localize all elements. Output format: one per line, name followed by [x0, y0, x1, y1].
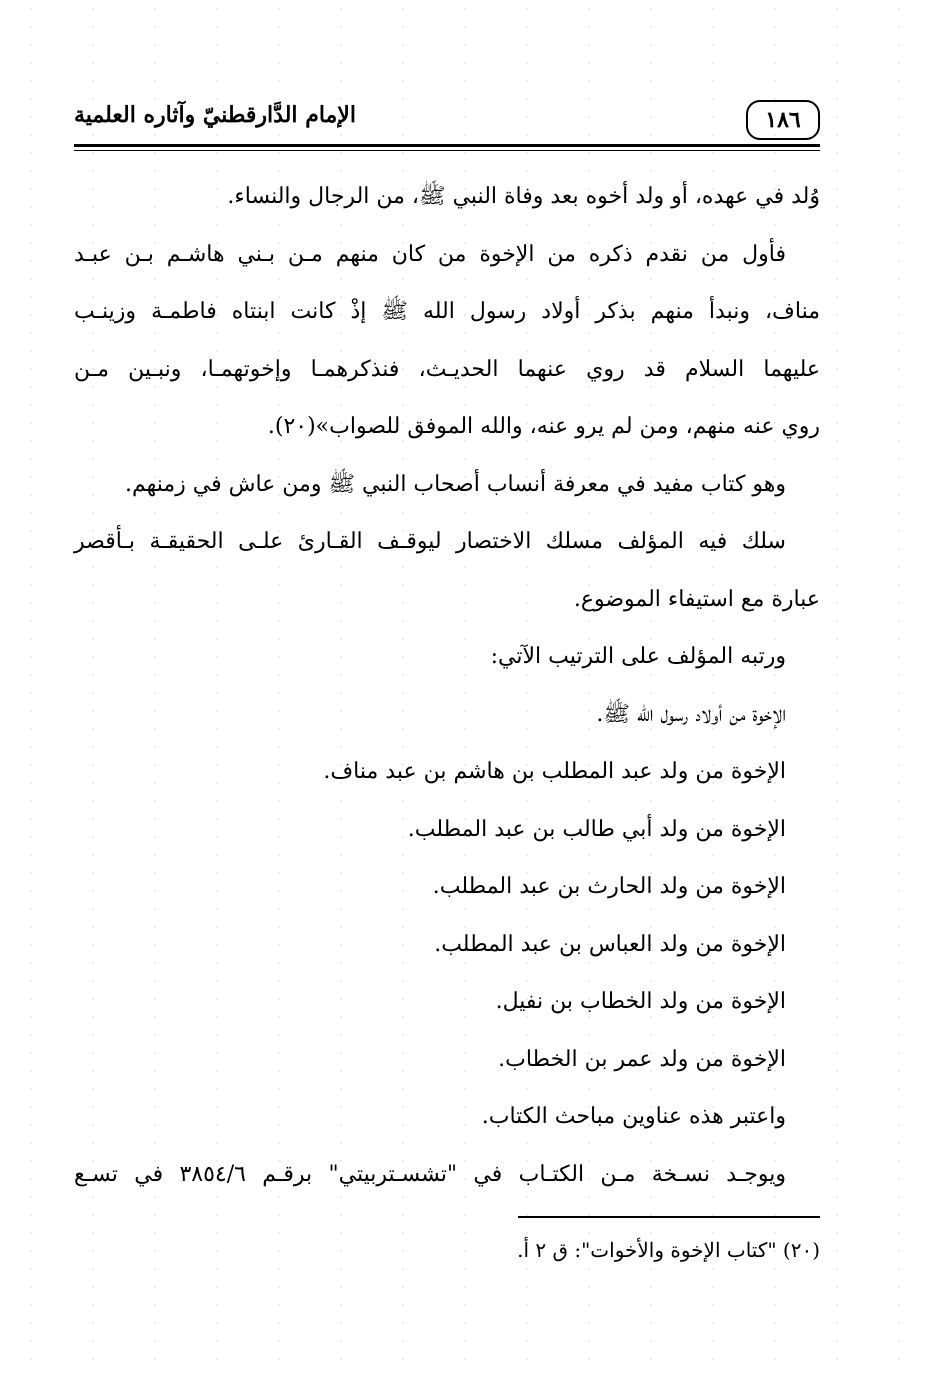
text-line: ويوجـد نسـخة مـن الكتـاب في "تشسـتربيتي" برقـم ٣٨٥٤/٦ في تسـع	[74, 1161, 786, 1187]
list-item: الإخوة من ولد العباس بن عبد المطلب.	[434, 931, 786, 957]
page-header	[74, 92, 820, 148]
footnote: (٢٠) "كتاب الإخوة والأخوات": ق ٢ أ.	[517, 1238, 820, 1262]
text-line: عليهما السلام قد روي عنهما الحديـث، فنذكرهمـا وإخوتهمـا، ونبـين مـن	[74, 356, 820, 382]
page-number: ١٨٦	[746, 100, 820, 140]
text-line: سلك فيه المؤلف مسلك الاختصار ليوقـف القـارئ علـى الحقيقـة بـأقصر	[74, 529, 786, 554]
footnote-rule	[518, 1216, 820, 1218]
list-item: الإخوة من ولد الخطاب بن نفيل.	[495, 989, 786, 1014]
list-item: الإخوة من ولد عبد المطلب بن هاشم بن عبد مناف.	[323, 759, 786, 784]
book-page	[74, 92, 820, 1352]
text-line: عبارة مع استيفاء الموضوع.	[573, 586, 820, 612]
text-line: روي عنه منهم، ومن لم يرو عنه، والله الموفق للصواب»(٢٠).	[267, 414, 820, 439]
list-item: الإخوة من أولاد رسول الله ﷺ.	[596, 701, 786, 727]
running-title: الإمام الدَّارقطنيّ وآثاره العلمية	[74, 102, 356, 128]
body-text	[74, 168, 820, 1203]
text-line: ورتبه المؤلف على الترتيب الآتي:	[490, 644, 786, 669]
header-rule-thick	[74, 144, 820, 147]
text-line: وهو كتاب مفيد في معرفة أنساب أصحاب النبي ﷺ ومن عاش في زمنهم.	[124, 471, 786, 497]
list-item: الإخوة من ولد عمر بن الخطاب.	[498, 1046, 786, 1072]
header-rule-thin	[74, 150, 820, 151]
list-item: الإخوة من ولد أبي طالب بن عبد المطلب.	[407, 816, 786, 842]
text-line: مناف، ونبدأ منهم بذكر أولاد رسول الله ﷺ إذْ كانت ابنتاه فاطمـة وزينـب	[74, 299, 820, 324]
text-line: فأول من نقدم ذكره من الإخوة من كان منهم مـن بـني هاشـم بـن عبـد	[74, 241, 786, 267]
text-line: وُلد في عهده، أو ولد أخوه بعد وفاة النبي ﷺ، من الرجال والنساء.	[227, 184, 820, 209]
list-item: الإخوة من ولد الحارث بن عبد المطلب.	[432, 874, 786, 899]
text-line: واعتبر هذه عناوين مباحث الكتاب.	[481, 1104, 786, 1129]
